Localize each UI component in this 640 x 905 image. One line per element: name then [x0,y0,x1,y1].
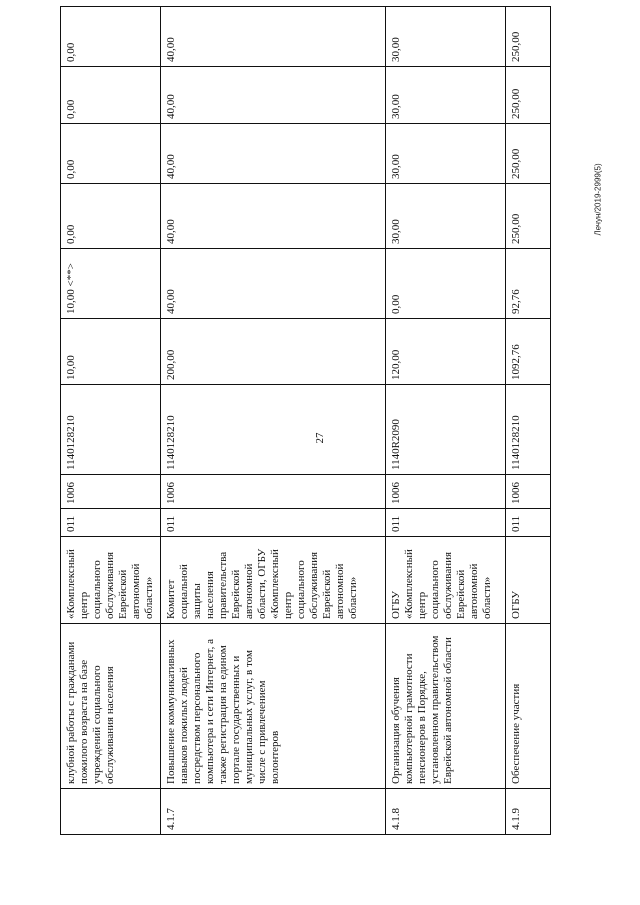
row-number: 4.1.7 [161,789,386,835]
amount-year-3: 250,00 [506,124,551,184]
amount-year-1: 40,00 [161,249,386,319]
amount-year-2: 30,00 [386,184,506,249]
executor: Комитет социальной защиты населения правительства Еврейской автономной области, ОГБУ «Комплексный центр социального обслуживания Еврейской автономной области» [161,537,386,624]
activity-name: клубной работы с гражданами пожилого возраста на базе учреждений социального обслуживания населения [61,624,161,789]
amount-total: 10,00 [61,319,161,385]
amount-year-2: 0,00 [61,184,161,249]
section-code: 1006 [506,475,551,509]
amount-total: 200,00 [161,319,386,385]
row-number: 4.1.9 [506,789,551,835]
table-row [386,7,506,835]
amount-total: 1092,76 [506,319,551,385]
activity-name: Организация обучения компьютерной грамотности пенсионеров в Порядке, установленном правительством Еврейской автономной области [386,624,506,789]
table-row [61,7,161,835]
table-row [506,7,551,835]
table-container [60,31,550,835]
section-code: 1006 [386,475,506,509]
amount-year-1: 10,00 <**> [61,249,161,319]
amount-year-4: 40,00 [161,67,386,124]
page-number: 27 [314,432,326,444]
grbs-code: 011 [61,509,161,537]
amount-year-5: 40,00 [161,7,386,67]
amount-year-2: 250,00 [506,184,551,249]
amount-year-3: 0,00 [61,124,161,184]
program-activities-table [60,6,551,835]
grbs-code: 011 [161,509,386,537]
executor: «Комплексный центр социального обслуживания Еврейской автономной области» [61,537,161,624]
executor: ОГБУ «Комплексный центр социального обслуживания Еврейской автономной области» [386,537,506,624]
section-code: 1006 [61,475,161,509]
amount-year-4: 30,00 [386,67,506,124]
amount-total: 120,00 [386,319,506,385]
amount-year-4: 250,00 [506,67,551,124]
document-code: Лечун/2019-2999(5) [593,163,603,236]
amount-year-3: 40,00 [161,124,386,184]
amount-year-1: 92,76 [506,249,551,319]
grbs-code: 011 [506,509,551,537]
activity-name: Обеспечение участия [506,624,551,789]
amount-year-4: 0,00 [61,67,161,124]
target-article-code: 1140128210 [61,385,161,475]
row-number: 4.1.8 [386,789,506,835]
row-number [61,789,161,835]
activity-name: Повышение коммуникативных навыков пожилых людей посредством персонального компьютера и сети Интернет, а также регистрация на едином портале государственных и муниципальных услуг, в том числе с привлечением волонтеров [161,624,386,789]
target-article-code: 1140128210 [506,385,551,475]
table-row [161,7,386,835]
amount-year-2: 40,00 [161,184,386,249]
amount-year-1: 0,00 [386,249,506,319]
amount-year-5: 30,00 [386,7,506,67]
section-code: 1006 [161,475,386,509]
executor: ОГБУ [506,537,551,624]
target-article-code: 1140128210 [161,385,386,475]
amount-year-5: 0,00 [61,7,161,67]
amount-year-3: 30,00 [386,124,506,184]
target-article-code: 1140R2090 [386,385,506,475]
amount-year-5: 250,00 [506,7,551,67]
grbs-code: 011 [386,509,506,537]
